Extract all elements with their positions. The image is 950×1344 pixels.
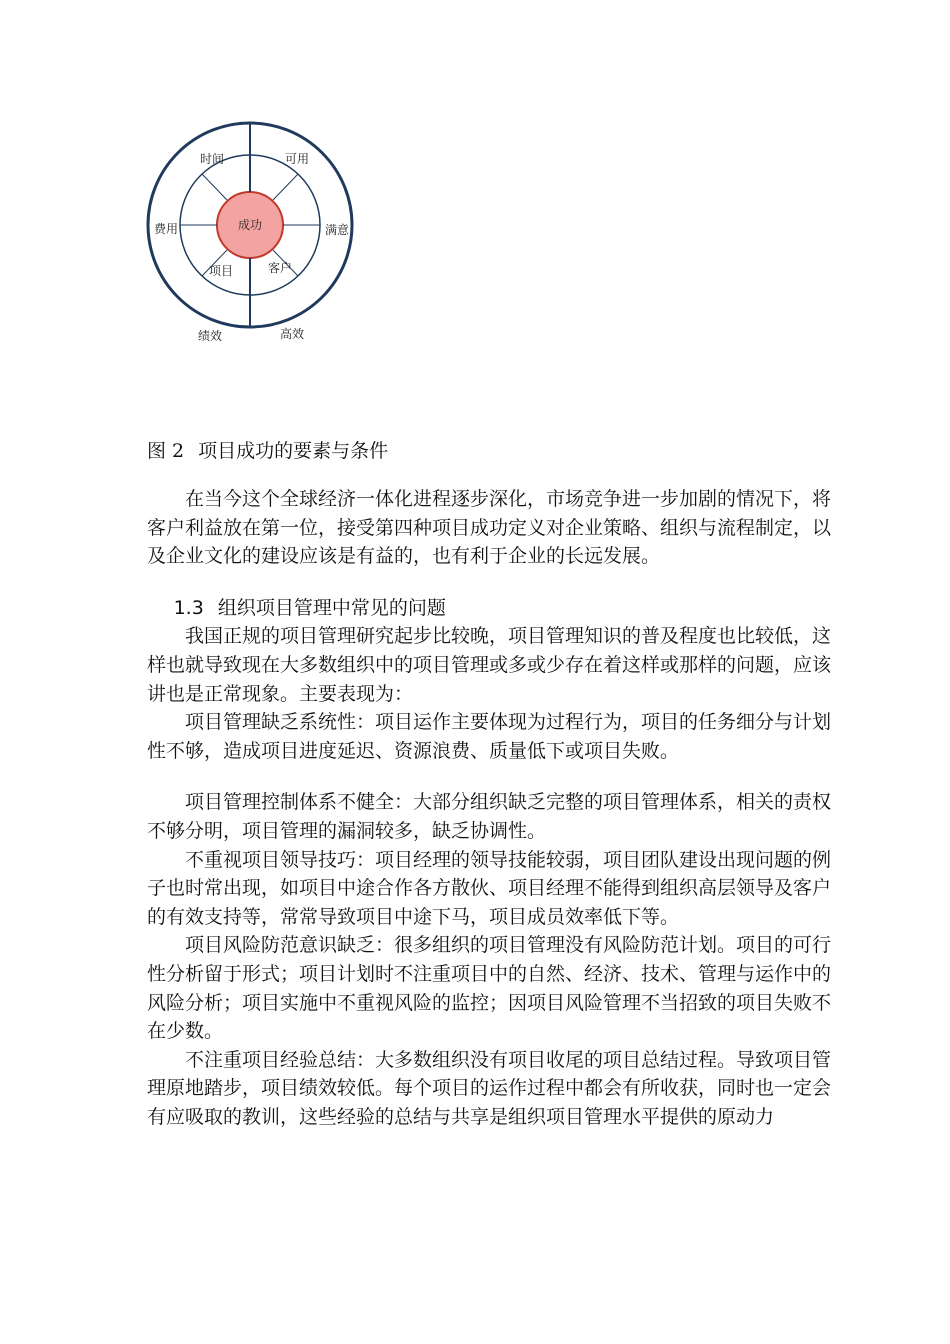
- intro-paragraph: 在当今这个全球经济一体化进程逐步深化，市场竞争进一步加剧的情况下，将客户利益放在第一位，接受第四种项目成功定义对企业策略、组织与流程制定，以及企业文化的建设应该是有益的，也有利于企业的长远发展。: [147, 488, 832, 568]
- section-number: 1.3: [173, 596, 204, 619]
- figure-caption-text: 项目成功的要素与条件: [198, 440, 389, 462]
- success-factors-diagram: [140, 115, 370, 355]
- body-text: [147, 485, 847, 1131]
- paragraph: 我国正规的项目管理研究起步比较晚，项目管理知识的普及程度也比较低，这样也就导致现在大多数组织中的项目管理或多或少存在着这样或那样的问题，应该讲也是正常现象。主要表现为：: [147, 625, 832, 705]
- center-label: 成功: [237, 218, 263, 232]
- ring-label-satisfied: 满意: [324, 223, 350, 237]
- ring-label-project: 项目: [208, 264, 234, 278]
- ring-label-time: 时间: [199, 152, 225, 166]
- spoke: [202, 174, 227, 200]
- section-title: 组织项目管理中常见的问题: [217, 596, 446, 619]
- paragraph: 项目风险防范意识缺乏：很多组织的项目管理没有风险防范计划。项目的可行性分析留于形式；项目计划时不注重项目中的自然、经济、技术、管理与运作中的风险分析；项目实施中不重视风险的监控；因项目风险管理不当招致的项目失败不在少数。: [147, 934, 832, 1043]
- paragraph: 不重视项目领导技巧：项目经理的领导技能较弱，项目团队建设出现问题的例子也时常出现，如项目中途合作各方散伙、项目经理不能得到组织高层领导及客户的有效支持等，常常导致项目中途下马，项目成员效率低下等。: [147, 848, 832, 928]
- figure-number: 图 2: [147, 440, 185, 462]
- spoke: [273, 174, 298, 200]
- paragraph: 项目管理控制体系不健全：大部分组织缺乏完整的项目管理体系，相关的责权不够分明，项目管理的漏洞较多，缺乏协调性。: [147, 791, 832, 842]
- section-heading: [147, 594, 847, 623]
- paragraph: 不注重项目经验总结：大多数组织没有项目收尾的项目总结过程。导致项目管理原地踏步，项目绩效较低。每个项目的运作过程中都会有所收获，同时也一定会有应吸取的教训，这些经验的总结与共享是组织项目管理水平提供的原动力: [147, 1048, 832, 1128]
- paragraph: 项目管理缺乏系统性：项目运作主要体现为过程行为，项目的任务细分与计划性不够，造成项目进度延迟、资源浪费、质量低下或项目失败。: [147, 711, 832, 762]
- figure-caption: [147, 436, 388, 463]
- outer-label-performance: 绩效: [197, 329, 223, 343]
- ring-label-customer: 客户: [267, 261, 293, 275]
- outer-label-efficient: 高效: [279, 327, 305, 341]
- ring-label-cost: 费用: [153, 222, 179, 236]
- ring-label-available: 可用: [284, 152, 310, 166]
